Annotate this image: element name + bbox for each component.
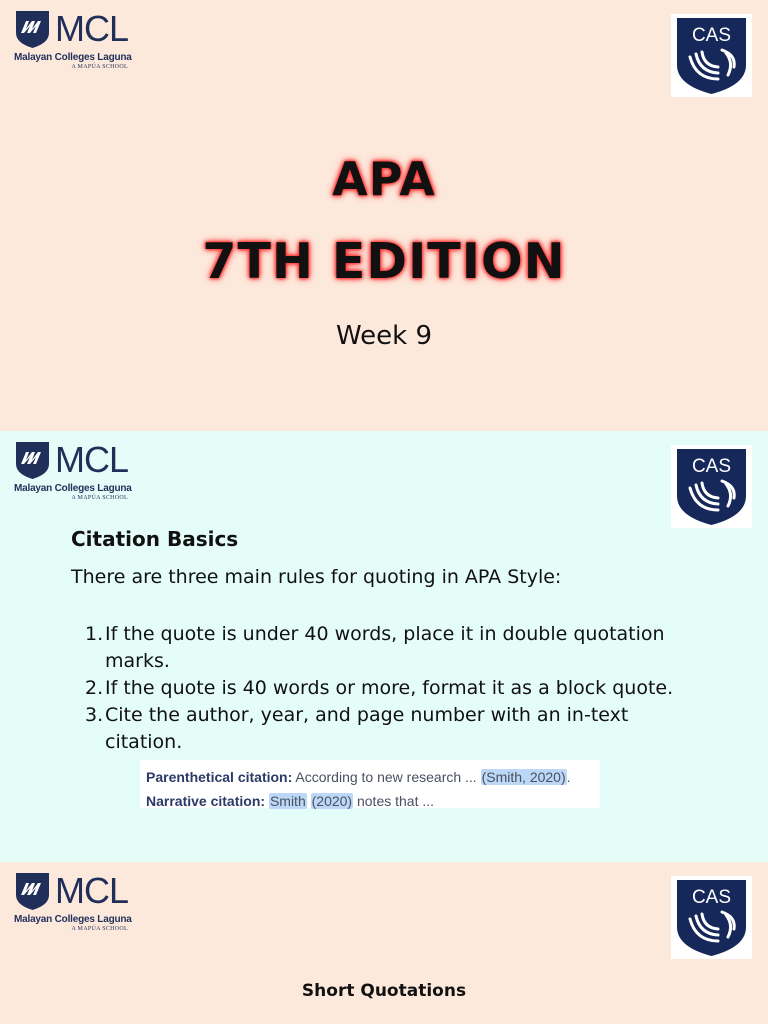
slide-short-quotations: [0, 862, 768, 1024]
narrative-example: [146, 789, 594, 813]
section-heading: Citation Basics: [71, 527, 239, 551]
intro-text: There are three main rules for quoting in APA Style:: [71, 566, 562, 588]
list-item: [85, 702, 705, 756]
slide-citation-basics: [0, 431, 768, 862]
cas-logo: [671, 14, 752, 97]
mcl-tagline: A MAPÚA SCHOOL: [71, 495, 128, 501]
narrative-text: notes that ...: [356, 793, 435, 809]
title-line-2: 7TH EDITION: [202, 233, 566, 290]
list-item: [85, 675, 705, 702]
mcl-subtitle: Malayan Colleges Laguna: [14, 483, 132, 494]
slide-title: [0, 0, 768, 431]
mcl-tagline: A MAPÚA SCHOOL: [71, 926, 128, 932]
list-text: If the quote is 40 words or more, format it as a block quote.: [105, 677, 674, 699]
mcl-shield-icon: [14, 871, 51, 911]
cas-logo: [671, 445, 752, 528]
mcl-wordmark: MCL: [55, 8, 129, 49]
week-subtitle: Week 9: [335, 321, 433, 351]
mcl-shield-icon: [14, 440, 51, 480]
parenthetical-cite: (Smith, 2020): [481, 769, 566, 785]
cas-shield-icon: [676, 17, 747, 95]
mcl-logo: [14, 871, 132, 939]
cas-text: CAS: [691, 887, 732, 908]
citation-example: [140, 760, 600, 808]
cas-shield-icon: [676, 879, 747, 957]
cas-logo: [671, 876, 752, 959]
mcl-wordmark: MCL: [55, 870, 129, 911]
cas-shield-icon: [676, 448, 747, 526]
mcl-tagline: A MAPÚA SCHOOL: [71, 64, 128, 70]
parenthetical-example: [146, 765, 594, 789]
section-heading: Short Quotations: [301, 981, 467, 1001]
title-line-1: APA: [332, 152, 436, 206]
list-number: 1.: [85, 623, 104, 645]
narrative-author: Smith: [269, 793, 306, 809]
list-number: 2.: [85, 677, 104, 699]
mcl-subtitle: Malayan Colleges Laguna: [14, 914, 132, 925]
mcl-shield-icon: [14, 9, 51, 49]
narrative-year: (2020): [311, 793, 353, 809]
list-text: Cite the author, year, and page number with an in-text citation.: [105, 704, 629, 753]
rules-list: [85, 621, 705, 756]
narrative-label: Narrative citation:: [146, 793, 266, 809]
list-item: [85, 621, 705, 675]
cas-text: CAS: [691, 456, 732, 477]
list-text: If the quote is under 40 words, place it in double quotation marks.: [105, 623, 665, 672]
mcl-logo: [14, 9, 132, 77]
list-number: 3.: [85, 704, 104, 726]
mcl-wordmark: MCL: [55, 439, 129, 480]
parenthetical-label: Parenthetical citation:: [146, 769, 293, 785]
cas-text: CAS: [691, 25, 732, 46]
mcl-subtitle: Malayan Colleges Laguna: [14, 52, 132, 63]
parenthetical-text: According to new research ...: [295, 769, 477, 785]
parenthetical-end: .: [566, 769, 571, 785]
mcl-logo: [14, 440, 132, 508]
